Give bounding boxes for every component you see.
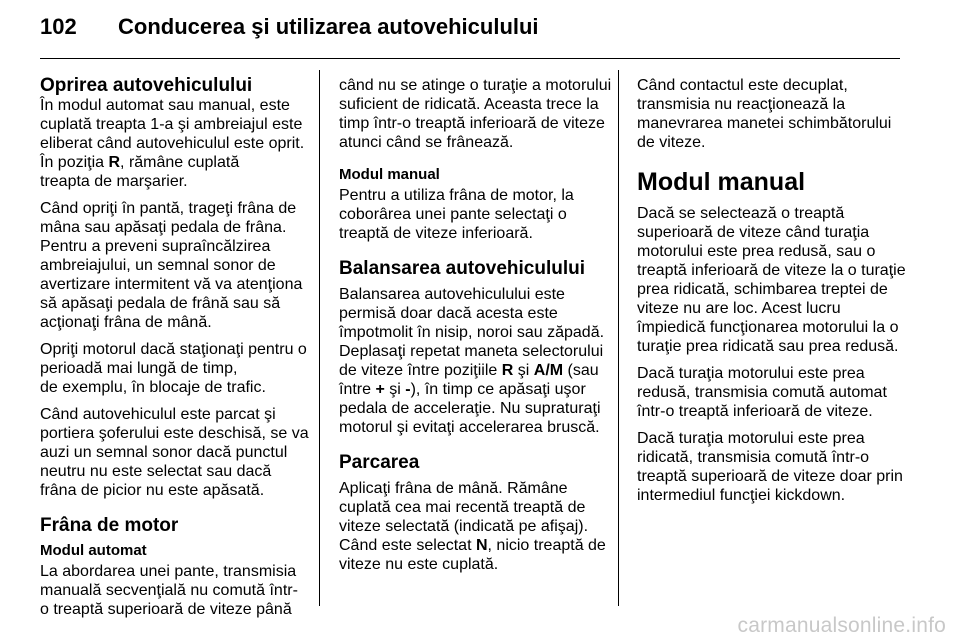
text-line: împiedică funcţionarea motorului la o <box>637 319 899 336</box>
text-line: suficient de ridicată. Aceasta trece la <box>339 96 599 113</box>
text-line: să apăsaţi pedala de frână sau să <box>40 295 281 312</box>
text-line: Dacă turaţia motorului este prea <box>637 430 865 447</box>
page-number: 102 <box>40 14 77 39</box>
text-line: Pentru a utiliza frâna de motor, la <box>339 187 574 204</box>
gear-key: A/M <box>533 362 564 379</box>
paragraph <box>40 96 306 191</box>
text-line: într-o treaptă inferioară de viteze. <box>637 403 873 420</box>
text-line: portiera şoferului este deschisă, se va <box>40 425 309 442</box>
text-line: viteze nu este cuplată. <box>339 556 499 573</box>
text-line: ), în timp ce apăsaţi uşor <box>410 381 586 398</box>
text-line: atunci când se frânează. <box>339 134 514 151</box>
subheading-modul-manual: Modul manual <box>339 166 440 183</box>
text-line: când nu se atinge o turaţie a motorului <box>339 77 612 94</box>
paragraph <box>339 285 605 437</box>
header-divider <box>40 58 900 59</box>
text-line: mâna sau apăsaţi pedala de frâna. <box>40 219 287 236</box>
text-line: cuplată cea mai recentă treaptă de <box>339 499 586 516</box>
heading-modul-manual: Modul manual <box>637 168 806 196</box>
paragraph <box>339 76 612 152</box>
text-line: o treaptă superioară de viteze până <box>40 601 292 618</box>
text-line: viteze nu are loc. Acest lucru <box>637 300 841 317</box>
paragraph <box>339 479 605 574</box>
text-line: Când opriţi în pantă, trageţi frâna de <box>40 200 297 217</box>
gear-key: - <box>405 381 411 398</box>
watermark: carmanualsonline.info <box>737 614 946 637</box>
paragraph <box>637 76 903 152</box>
column-1 <box>40 75 309 627</box>
text-line: ambreiajului, un semnal sonor de <box>40 257 276 274</box>
text-line: timp într-o treaptă inferioară de viteze <box>339 115 605 132</box>
text-line: permisă doar dacă acesta este <box>339 305 558 322</box>
subheading-modul-automat: Modul automat <box>40 542 147 559</box>
text-line: cuplată treapta 1-a şi ambreiajul este <box>40 116 303 133</box>
text-line: motorului este prea redusă, sau o <box>637 243 876 260</box>
paragraph <box>40 199 306 332</box>
text-line: , rămâne cuplată <box>120 154 240 171</box>
column-2 <box>339 76 612 582</box>
text-line: treaptă superioară de viteze doar prin <box>637 468 903 485</box>
text-line: Dacă se selectează o treaptă <box>637 205 845 222</box>
gear-key: R <box>108 154 121 171</box>
column-divider-1 <box>319 70 320 606</box>
text-line: manuală secvenţială nu comută într- <box>40 582 298 599</box>
text-line: Deplasaţi repetat maneta selectorului <box>339 343 604 360</box>
text-line: auzi un semnal sonor dacă punctul <box>40 444 288 461</box>
gear-key: + <box>375 381 385 398</box>
text-line: Când autovehiculul este parcat şi <box>40 406 276 423</box>
text-line: treaptă inferioară de viteze la o turaţie <box>637 262 906 279</box>
text-line: avertizare intermitent vă va atenţiona <box>40 276 303 293</box>
text-line: de viteze între poziţiile <box>339 362 502 379</box>
text-line: Aplicaţi frâna de mână. Rămâne <box>339 480 568 497</box>
text-line: între <box>339 381 376 398</box>
text-line: Opriţi motorul dacă staţionaţi pentru o <box>40 341 307 358</box>
text-line: treaptă de viteze inferioară. <box>339 225 533 242</box>
text-line: împotmolit în nisip, noroi sau zăpadă. <box>339 324 605 341</box>
text-line: La abordarea unei pante, transmisia <box>40 563 297 580</box>
text-line: manevrarea manetei schimbătorului <box>637 115 892 132</box>
text-line: şi <box>384 381 406 398</box>
heading-parcarea: Parcarea <box>339 452 420 473</box>
text-line: frâna de picior nu este apăsată. <box>40 482 265 499</box>
paragraph <box>637 429 903 505</box>
text-line: perioadă mai lungă de timp, <box>40 360 238 377</box>
text-line: viteze selectată (indicată pe afişaj). <box>339 518 589 535</box>
paragraph <box>40 340 306 397</box>
heading-balansarea: Balansarea autovehiculului <box>339 258 586 279</box>
text-line: ridicată, transmisia comută într-o <box>637 449 870 466</box>
paragraph <box>40 405 309 500</box>
text-line: eliberat când autovehiculul este oprit. <box>40 135 305 152</box>
text-line: redusă, transmisia comută automat <box>637 384 887 401</box>
text-line: transmisia nu reacţionează la <box>637 96 846 113</box>
text-line: superioară de viteze când turaţia <box>637 224 870 241</box>
column-divider-2 <box>618 70 619 606</box>
text-line: (sau <box>563 362 599 379</box>
column-3 <box>637 76 906 513</box>
gear-key: R <box>501 362 514 379</box>
paragraph <box>637 364 903 421</box>
text-line: Dacă turaţia motorului este prea <box>637 365 865 382</box>
text-line: acţionaţi frâna de mână. <box>40 314 212 331</box>
text-line: Pentru a preveni supraîncălzirea <box>40 238 271 255</box>
text-line: Când contactul este decuplat, <box>637 77 848 94</box>
text-line: şi <box>513 362 534 379</box>
heading-oprirea: Oprirea autovehiculului <box>40 75 253 96</box>
text-line: În poziţia <box>40 154 109 171</box>
text-line: treapta de marşarier. <box>40 173 188 190</box>
text-line: În modul automat sau manual, este <box>40 97 290 114</box>
text-line: coborârea unei pante selectaţi o <box>339 206 567 223</box>
text-line: de viteze. <box>637 134 706 151</box>
text-line: intermediul funcţiei kickdown. <box>637 487 846 504</box>
text-line: pedala de acceleraţie. Nu supraturaţi <box>339 400 601 417</box>
heading-frana-de-motor: Frâna de motor <box>40 515 179 536</box>
paragraph <box>40 562 306 619</box>
text-line: Balansarea autovehiculului este <box>339 286 565 303</box>
gear-key: N <box>475 537 488 554</box>
page-heading: Conducerea şi utilizarea autovehiculului <box>118 14 539 39</box>
text-line: , nicio treaptă de <box>487 537 606 554</box>
text-line: de exemplu, în blocaje de trafic. <box>40 379 266 396</box>
text-line: prea ridicată, schimbarea treptei de <box>637 281 888 298</box>
paragraph <box>339 186 605 243</box>
text-line: motorul şi evitaţi accelerarea bruscă. <box>339 419 600 436</box>
text-line: turaţie prea ridicată sau prea redusă. <box>637 338 899 355</box>
text-line: neutru nu este selectat sau dacă <box>40 463 272 480</box>
paragraph <box>637 204 906 356</box>
text-line: Când este selectat <box>339 537 476 554</box>
